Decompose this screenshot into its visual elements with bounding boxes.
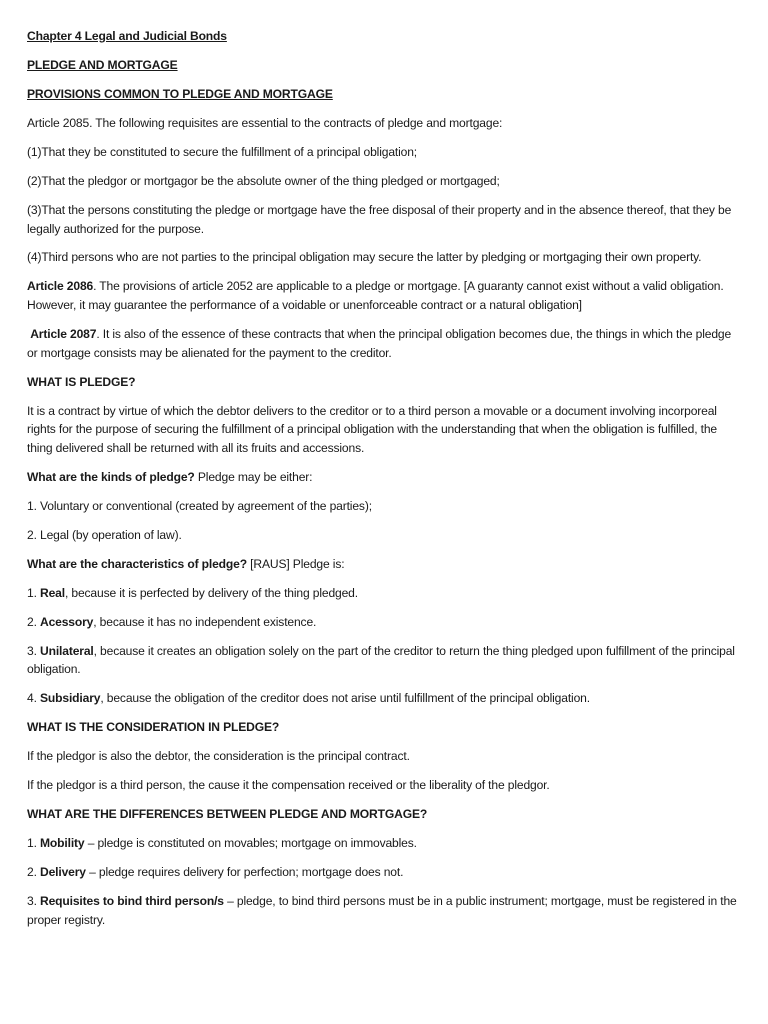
kind-item-2: 2. Legal (by operation of law).	[27, 527, 182, 542]
difference-item: 1. Mobility – pledge is constituted on movables; mortgage on immovables.	[27, 836, 417, 851]
what-is-pledge-answer: It is a contract by virtue of which the debtor delivers to the creditor or to a third person a movable or a document involving incorporeal rights for the purpose of securing the fulfillment of a principal obligation with the understanding that when the obligation is fulfilled, the thing delivered shall be returned with all its fruits and accessions.	[27, 403, 717, 455]
article-2086-text: . The provisions of article 2052 are applicable to a pledge or mortgage. [A guaranty cannot exist without a valid obligation. However, it may guarantee the performance of a voidable or unenforceable contract or a natural obligation]	[27, 279, 724, 313]
what-is-pledge-question: WHAT IS PLEDGE?	[27, 374, 136, 389]
consideration-question: WHAT IS THE CONSIDERATION IN PLEDGE?	[27, 720, 280, 735]
requisite-4: (4)Third persons who are not parties to the principal obligation may secure the latter by pledging or mortgaging their own property.	[27, 250, 702, 265]
article-2087-text: . It is also of the essence of these contracts that when the principal obligation becomes due, the things in which the pledge or mortgage consists may be alienated for the payment to the creditor.	[27, 327, 732, 360]
differences-question: WHAT ARE THE DIFFERENCES BETWEEN PLEDGE AND MORTGAGE?	[27, 807, 428, 822]
article-2086	[27, 277, 739, 314]
characteristic-item: 4. Subsidiary, because the obligation of the creditor does not arise until fulfillment of the principal obligation.	[27, 691, 590, 706]
consideration-answer-2: If the pledgor is a third person, the cause it the compensation received or the liberality of the pledgor.	[27, 778, 550, 793]
kinds-question: What are the kinds of pledge? Pledge may be either:	[27, 469, 313, 484]
difference-item: 3. Requisites to bind third person/s – pledge, to bind third persons must be in a public instrument; mortgage, must be registered in the proper registry.	[27, 894, 737, 927]
characteristic-item: 3. Unilateral, because it creates an obligation solely on the part of the creditor to return the thing pledged upon fulfillment of the principal obligation.	[27, 643, 735, 677]
consideration-answer-1: If the pledgor is also the debtor, the consideration is the principal contract.	[27, 749, 410, 764]
chapter-heading: Chapter 4 Legal and Judicial Bonds	[27, 29, 227, 43]
article-2087-label: Article 2087	[30, 327, 97, 342]
section-heading: PLEDGE AND MORTGAGE	[27, 57, 178, 72]
requisite-1: (1)That they be constituted to secure the fulfillment of a principal obligation;	[27, 144, 418, 159]
article-2085-intro: Article 2085. The following requisites are essential to the contracts of pledge and mortgage:	[27, 115, 503, 130]
article-2086-label: Article 2086	[27, 279, 94, 294]
subsection-heading: PROVISIONS COMMON TO PLEDGE AND MORTGAGE	[27, 86, 333, 101]
document-page	[27, 27, 739, 940]
kind-item-1: 1. Voluntary or conventional (created by agreement of the parties);	[27, 498, 372, 513]
difference-item: 2. Delivery – pledge requires delivery for perfection; mortgage does not.	[27, 865, 404, 880]
article-2087	[27, 325, 739, 362]
requisite-3: (3)That the persons constituting the pledge or mortgage have the free disposal of their property and in the absence thereof, that they be legally authorized for the purpose.	[27, 202, 732, 236]
requisite-2: (2)That the pledgor or mortgagor be the absolute owner of the thing pledged or mortgaged;	[27, 173, 500, 188]
characteristic-item: 2. Acessory, because it has no independent existence.	[27, 614, 317, 629]
characteristics-question: What are the characteristics of pledge? [RAUS] Pledge is:	[27, 556, 345, 571]
characteristic-item: 1. Real, because it is perfected by delivery of the thing pledged.	[27, 585, 358, 600]
